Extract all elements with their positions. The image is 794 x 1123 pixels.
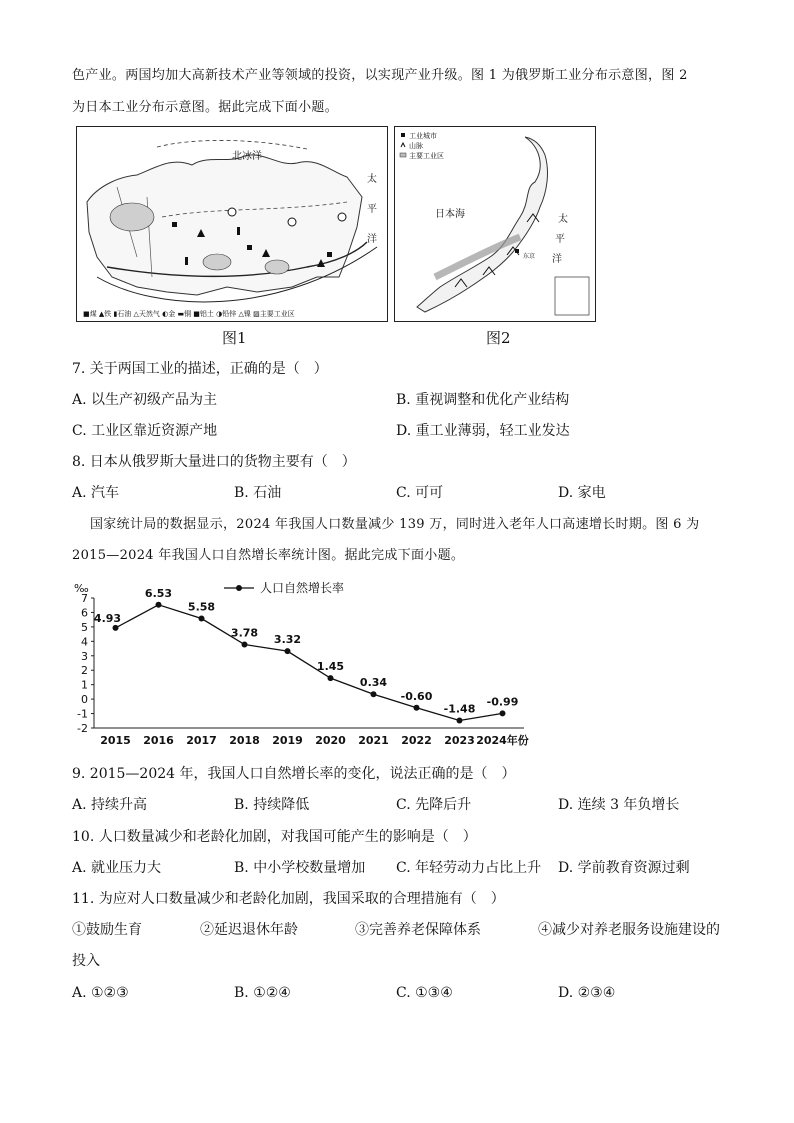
pacific-label-a: 太: [558, 214, 568, 225]
data-point: [156, 602, 162, 608]
q9-stem: 9. 2015—2024 年，我国人口自然增长率的变化，说法正确的是（ ）: [72, 766, 516, 782]
q7-option-c[interactable]: C. 工业区靠近资源产地: [72, 423, 218, 439]
intro-line-1: 色产业。两国均加大高新技术产业等领域的投资，以实现产业升级。图 1 为俄罗斯工业分布示意图，图 2: [72, 68, 688, 83]
figure-2-japan-map: [394, 126, 596, 322]
figure-2-caption: 图2: [486, 329, 511, 347]
data-point: [285, 648, 291, 654]
x-tick-label: 2021: [358, 734, 389, 747]
y-tick-label: 7: [81, 592, 88, 605]
figure-1-russia-map: [76, 126, 388, 322]
q10-option-d[interactable]: D. 学前教育资源过剩: [558, 860, 690, 876]
data-label: 5.58: [187, 600, 216, 614]
data-point: [457, 717, 463, 723]
q9-option-b[interactable]: B. 持续降低: [234, 797, 310, 813]
q11-stem: 11. 为应对人口数量减少和老龄化加剧，我国采取的合理措施有（ ）: [72, 891, 505, 907]
q8-stem: 8. 日本从俄罗斯大量进口的货物主要有（ ）: [72, 454, 356, 470]
data-label: 4.93: [93, 611, 122, 625]
russia-map-legend: ■煤 ▲铁 ▮石油 △天然气 ◐金 ▬铜 ■铝土 ◑铅锌 △镍 ▨主要工业区: [83, 310, 295, 318]
q7-option-d[interactable]: D. 重工业薄弱，轻工业发达: [396, 423, 570, 439]
chart-svg: [64, 576, 554, 752]
q11-item-1: ①鼓励生育: [72, 922, 142, 938]
y-tick-label: 1: [81, 678, 88, 692]
pacific-label-1: 太: [367, 174, 377, 185]
y-tick-label: 4: [81, 635, 88, 649]
q8-option-d[interactable]: D. 家电: [558, 485, 606, 501]
q8-option-b[interactable]: B. 石油: [234, 485, 282, 501]
q10-option-a[interactable]: A. 就业压力大: [72, 860, 162, 876]
q11-item-4: ④减少对养老服务设施建设的: [538, 922, 720, 938]
q10-option-c[interactable]: C. 年轻劳动力占比上升: [396, 860, 542, 876]
data-point: [113, 625, 119, 631]
arctic-ocean-label: 北冰洋: [232, 151, 262, 162]
russia-map-drawing: [77, 127, 387, 321]
data-point: [199, 616, 205, 622]
legend-industrial-zone: 主要工业区: [409, 152, 444, 160]
y-tick-label: 6: [81, 606, 88, 620]
data-label: 6.53: [144, 586, 173, 600]
data-label: 3.32: [273, 633, 302, 647]
x-tick-label: 2019: [272, 734, 303, 747]
legend-mountains: 山脉: [409, 142, 423, 150]
figure-1-caption: 图1: [222, 329, 247, 347]
q11-item-4-continued: 投入: [72, 953, 100, 969]
q7-stem: 7. 关于两国工业的描述，正确的是（ ）: [72, 361, 328, 377]
q7-option-a[interactable]: A. 以生产初级产品为主: [72, 392, 218, 408]
q7-option-b[interactable]: B. 重视调整和优化产业结构: [396, 392, 570, 408]
pacific-label-2: 平: [367, 204, 377, 215]
x-tick-label: 2015: [100, 734, 131, 747]
legend-industrial-city: 工业城市: [409, 132, 437, 140]
data-label: 0.34: [359, 676, 388, 690]
q9-option-c[interactable]: C. 先降后升: [396, 797, 472, 813]
y-tick-label: -2: [77, 722, 88, 735]
q11-option-c[interactable]: C. ①③④: [396, 985, 453, 1001]
data-label: -0.99: [486, 695, 519, 709]
data-point: [371, 691, 377, 697]
x-tick-label: 2020: [315, 734, 346, 747]
q11-item-3: ③完善养老保障体系: [355, 922, 481, 938]
data-point: [414, 705, 420, 711]
data-label: -0.60: [400, 689, 433, 703]
intro2-line-1: 国家统计局的数据显示，2024 年我国人口数量减少 139 万，同时进入老年人口高速增长时期。图 6 为: [90, 517, 700, 532]
x-tick-label: 2018: [229, 734, 260, 747]
y-tick-label: 0: [81, 693, 88, 707]
population-growth-chart: [64, 576, 554, 752]
y-tick-label: 3: [81, 649, 88, 663]
x-tick-label: 2017: [186, 734, 217, 747]
q11-option-a[interactable]: A. ①②③: [72, 985, 129, 1001]
data-point: [500, 710, 506, 716]
intro-line-2: 为日本工业分布示意图。据此完成下面小题。: [72, 100, 339, 115]
y-tick-label: -1: [77, 707, 88, 721]
data-label: -1.48: [443, 702, 476, 716]
data-label: 1.45: [316, 660, 345, 674]
y-tick-label: 5: [81, 620, 88, 634]
q11-option-d[interactable]: D. ②③④: [558, 985, 616, 1001]
pacific-label-3: 洋: [367, 234, 377, 245]
q8-option-c[interactable]: C. 可可: [396, 485, 444, 501]
pacific-label-b: 平: [555, 234, 565, 245]
q11-item-2: ②延迟退休年龄: [200, 922, 298, 938]
data-label: 3.78: [230, 626, 259, 640]
q9-option-d[interactable]: D. 连续 3 年负增长: [558, 797, 680, 813]
sea-of-japan-label: 日本海: [435, 209, 465, 220]
x-tick-label: 2023: [444, 734, 475, 747]
q10-stem: 10. 人口数量减少和老龄化加剧，对我国可能产生的影响是（ ）: [72, 829, 477, 845]
q8-option-a[interactable]: A. 汽车: [72, 485, 120, 501]
q11-option-b[interactable]: B. ①②④: [234, 985, 291, 1001]
data-point: [328, 675, 334, 681]
intro2-line-2: 2015—2024 年我国人口自然增长率统计图。据此完成下面小题。: [72, 548, 465, 563]
x-tick-label: 2016: [143, 734, 174, 747]
y-tick-label: 2: [81, 664, 88, 678]
pacific-label-c: 洋: [552, 254, 562, 265]
legend-marker: [236, 585, 242, 591]
q10-option-b[interactable]: B. 中小学校数量增加: [234, 860, 366, 876]
data-point: [242, 642, 248, 648]
q9-option-a[interactable]: A. 持续升高: [72, 797, 148, 813]
y-axis-unit: ‰: [74, 582, 89, 595]
legend-label: 人口自然增长率: [260, 581, 345, 595]
tokyo-label: 东京: [523, 253, 536, 260]
x-tick-label: 2024年份: [476, 734, 529, 747]
japan-map-drawing: [395, 127, 595, 321]
x-tick-label: 2022: [401, 734, 432, 747]
